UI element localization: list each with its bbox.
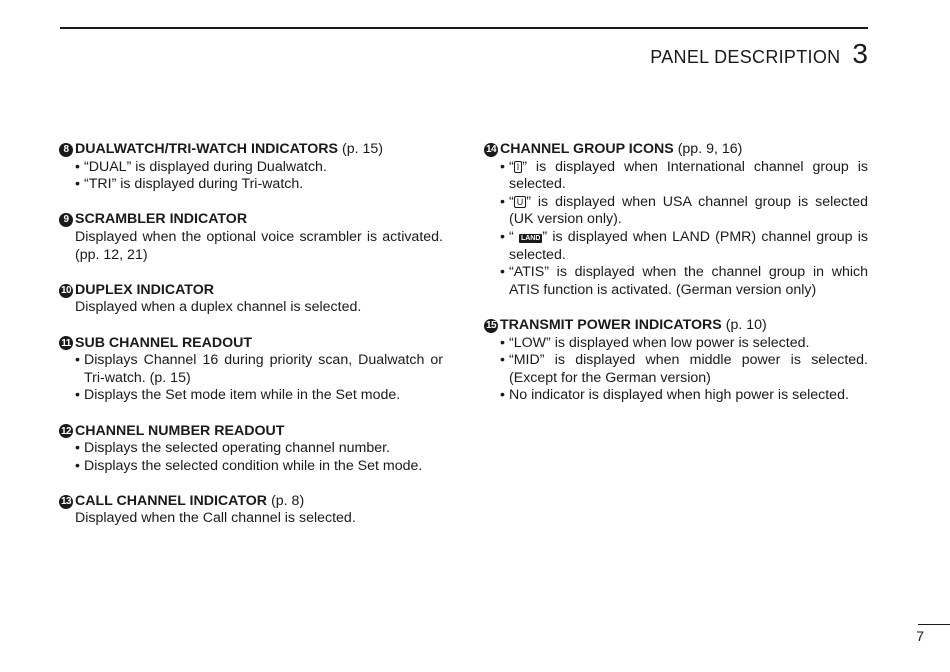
list-item: • “LOW” is displayed when low power is selected. [500,334,810,351]
section-duplex [59,282,443,317]
list-item: • “ U ” is displayed when USA channel group is selected (UK version only). [500,193,868,228]
corner-rule [918,624,950,625]
list-item: • “ LAND ” is displayed when LAND (PMR) channel group is selected. [500,228,869,263]
section-call-channel [59,493,443,528]
item-number-badge: 9 [59,213,73,227]
section-channel-number [59,423,443,476]
land-group-icon: LAND [520,234,541,242]
international-group-icon: I [514,161,523,173]
item-number-badge: 14 [485,144,497,155]
list-item: • “ I ” is displayed when International channel group is selected. [500,158,868,193]
chapter-number: 3 [852,38,868,69]
page-reference: (pp. 9, 16) [677,141,743,157]
page-number: 7 [916,628,924,644]
item-number-badge: 11 [59,336,73,350]
item-number-badge: 13 [60,495,72,507]
section-heading: DUALWATCH/TRI-WATCH INDICATORS [75,141,338,157]
item-number-badge: 10 [60,284,72,296]
list-item: • “DUAL” is displayed during Dualwatch. [75,158,327,175]
usa-group-icon: U [514,196,527,208]
section-dualwatch [59,141,443,194]
section-body: Displayed when the Call channel is selected. [75,510,356,527]
list-item: • No indicator is displayed when high power is selected. [500,387,849,404]
item-number-badge: 15 [485,319,497,331]
list-item: • Displays the selected condition while in the Set mode. [75,457,423,474]
section-scrambler [59,211,443,264]
list-item: • Displays the Set mode item while in the Set mode. [75,387,401,404]
item-number-badge: 8 [59,143,73,157]
left-column [59,141,443,546]
section-heading: CALL CHANNEL INDICATOR [75,492,268,509]
list-item: • “TRI” is displayed during Tri-watch. [75,176,304,193]
section-title: PANEL DESCRIPTION [650,47,841,67]
section-heading: SUB CHANNEL READOUT [75,334,253,351]
section-heading: DUPLEX INDICATOR [75,281,214,298]
page-reference: (p. 15) [341,141,383,157]
list-item: • Displays the selected operating channel number. [75,440,391,457]
page-reference: (p. 8) [271,492,305,509]
section-transmit-power [484,317,868,405]
section-sub-channel [59,335,443,405]
section-heading: CHANNEL GROUP ICONS [500,141,674,157]
list-item: • Displays Channel 16 during priority scan, Dualwatch or Tri-watch. (p. 15) [75,352,443,386]
page-header [650,38,868,70]
page-reference: (p. 10) [725,316,767,333]
top-rule [60,27,868,29]
right-column [484,141,868,423]
list-item: • “MID” is displayed when middle power is selected. (Except for the German version) [500,352,868,386]
section-heading: CHANNEL NUMBER READOUT [75,422,285,439]
section-channel-group [484,141,868,299]
item-number-badge: 12 [60,425,72,437]
section-body: Displayed when the optional voice scrambler is activated. (pp. 12, 21) [75,228,443,263]
section-heading: SCRAMBLER INDICATOR [75,211,248,228]
section-body: Displayed when a duplex channel is selected. [75,299,362,316]
list-item: • “ATIS” is displayed when the channel group in which ATIS function is activated. (German version only) [500,264,868,298]
section-heading: TRANSMIT POWER INDICATORS [500,316,722,333]
